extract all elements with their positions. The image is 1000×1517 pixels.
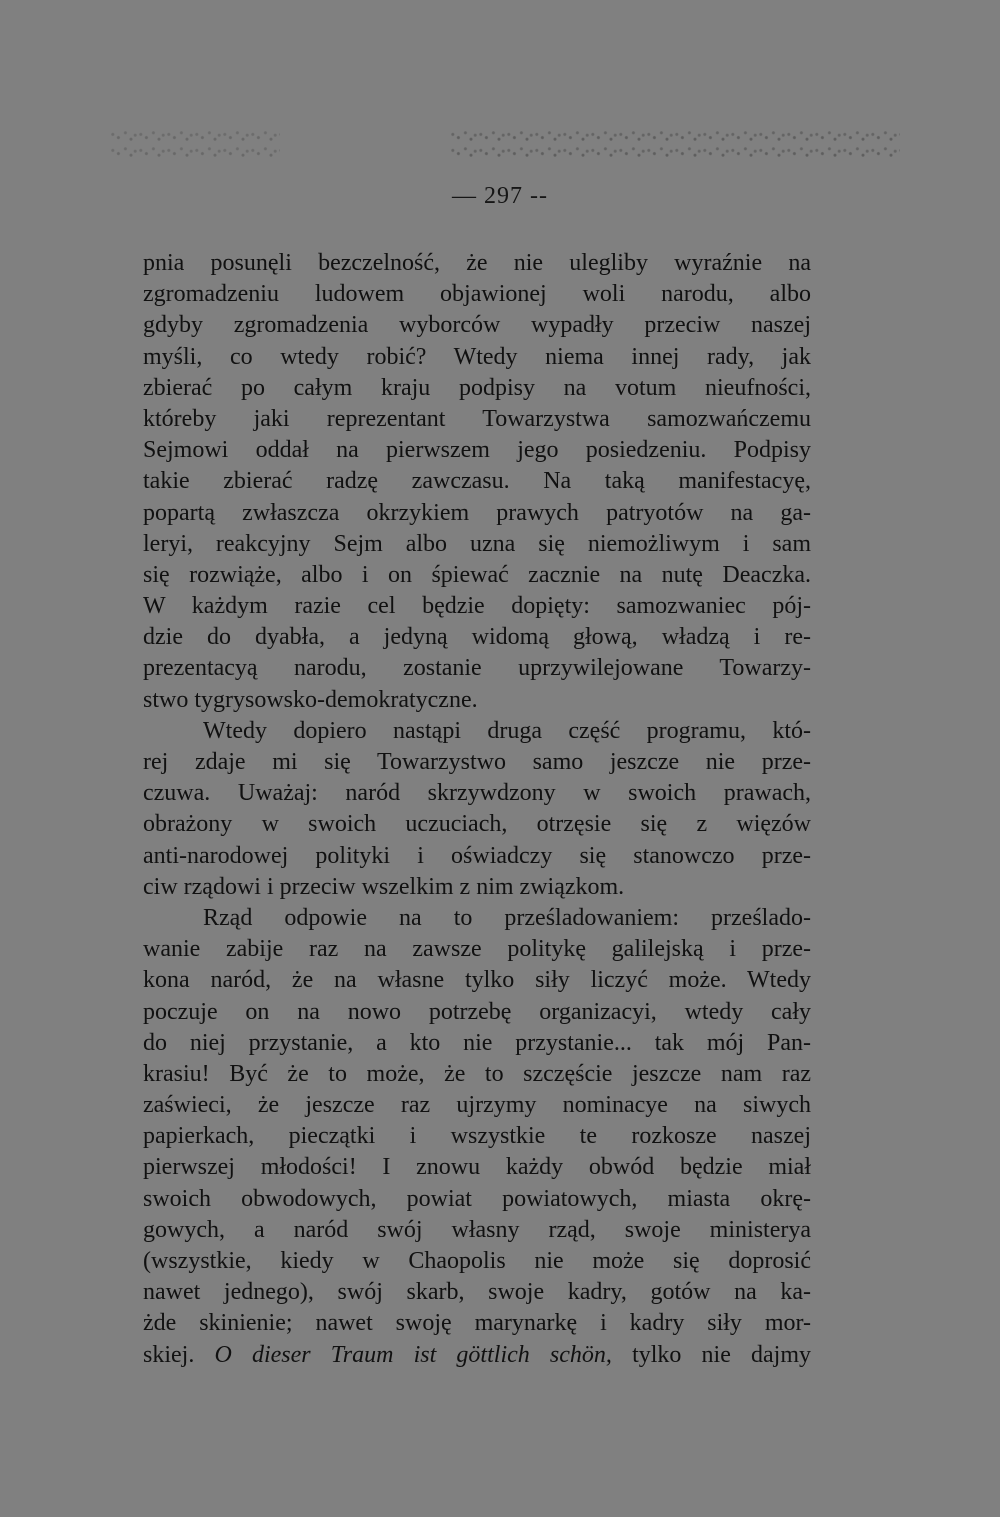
final-text-line bbox=[143, 1340, 811, 1371]
text-line: myśli, co wtedy robić? Wtedy niema innej rady, jak bbox=[143, 343, 811, 370]
text-line: się rozwiąże, albo i on śpiewać zacznie na nutę Deaczka. bbox=[143, 561, 811, 588]
text-line: swoich obwodowych, powiat powiatowych, miasta okrę- bbox=[143, 1185, 811, 1212]
text-line: poczuje on na nowo potrzebę organizacyi, wtedy cały bbox=[143, 998, 811, 1025]
text-line: kona naród, że na własne tylko siły liczyć może. Wtedy bbox=[143, 967, 811, 994]
text-line: czuwa. Uważaj: naród skrzywdzony w swoich prawach, bbox=[143, 780, 811, 807]
text-line: W każdym razie cel będzie dopięty: samozwaniec pój- bbox=[143, 593, 811, 620]
text-line: leryi, reakcyjny Sejm albo uzna się niemożliwym i sam bbox=[143, 530, 811, 557]
text-line: któreby jaki reprezentant Towarzystwa samozwańczemu bbox=[143, 405, 811, 432]
text-line: nawet jednego), swój skarb, swoje kadry, gotów na ka- bbox=[143, 1279, 811, 1306]
text-line: gdyby zgromadzenia wyborców wypadły przeciw naszej bbox=[143, 312, 811, 339]
text-line: Rząd odpowie na to prześladowaniem: prześlado- bbox=[203, 904, 811, 931]
text-line: zgromadzeniu ludowem objawionej woli narodu, albo bbox=[143, 281, 811, 308]
text-line: popartą zwłaszcza okrzykiem prawych patryotów na ga- bbox=[143, 499, 811, 526]
text-line: krasiu! Być że to może, że to szczęście jeszcze nam raz bbox=[143, 1060, 811, 1087]
scan-noise-right bbox=[450, 128, 900, 158]
text-line: dzie do dyabła, a jedyną widomą głową, władzą i re- bbox=[143, 624, 811, 651]
text-line: stwo tygrysowsko-demokratyczne. bbox=[143, 686, 478, 713]
final-line-start: skiej. bbox=[143, 1341, 195, 1368]
page-number: — 297 -- bbox=[452, 183, 548, 209]
text-line: anti-narodowej polityki i oświadczy się stanowczo prze- bbox=[143, 842, 811, 869]
text-line: prezentacyą narodu, zostanie uprzywilejowane Towarzy- bbox=[143, 655, 811, 682]
italic-quote: O dieser Traum ist göttlich schön, bbox=[214, 1341, 612, 1368]
text-line: rej zdaje mi się Towarzystwo samo jeszcze nie prze- bbox=[143, 749, 811, 775]
text-line: pnia posunęli bezczelność, że nie ulegliby wyraźnie na bbox=[143, 250, 811, 276]
text-line: obrażony w swoich uczuciach, otrzęsie się z więzów bbox=[143, 811, 811, 838]
text-line: (wszystkie, kiedy w Chaopolis nie może się doprosić bbox=[143, 1248, 811, 1274]
text-line: takie zbierać radzę zawczasu. Na taką manifestacyę, bbox=[143, 468, 811, 495]
text-line: ciw rządowi i przeciw wszelkim z nim związkom. bbox=[143, 873, 625, 900]
final-line-end: tylko nie dajmy bbox=[632, 1341, 811, 1368]
text-line: Wtedy dopiero nastąpi druga część programu, któ- bbox=[203, 717, 811, 744]
text-line: zaświeci, że jeszcze raz ujrzymy nominacye na siwych bbox=[143, 1092, 811, 1119]
text-line: wanie zabije raz na zawsze politykę galilejską i prze- bbox=[143, 936, 811, 963]
text-line: gowych, a naród swój własny rząd, swoje ministerya bbox=[143, 1216, 811, 1243]
text-line: do niej przystanie, a kto nie przystanie... tak mój Pan- bbox=[143, 1029, 811, 1056]
text-line: żde skinienie; nawet swoję marynarkę i kadry siły mor- bbox=[143, 1310, 811, 1337]
body-text bbox=[143, 248, 811, 1371]
text-line: Sejmowi oddał na pierwszem jego posiedzeniu. Podpisy bbox=[143, 437, 811, 464]
text-line: papierkach, pieczątki i wszystkie te rozkosze naszej bbox=[143, 1123, 811, 1150]
text-line: zbierać po całym kraju podpisy na votum nieufności, bbox=[143, 374, 811, 401]
scan-noise-left bbox=[110, 128, 280, 158]
text-line: pierwszej młodości! I znowu każdy obwód będzie miał bbox=[143, 1154, 811, 1181]
